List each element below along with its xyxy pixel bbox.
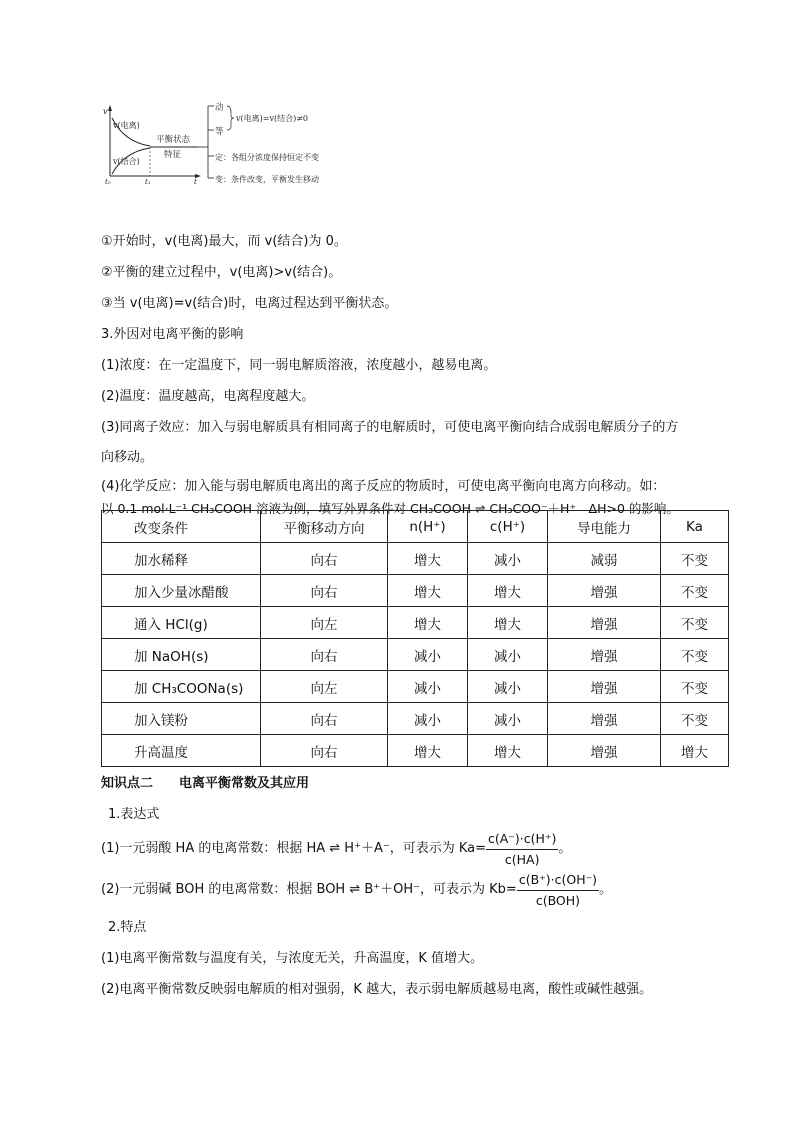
- table-cell: 加 NaOH(s): [102, 639, 261, 671]
- table-cell: 减小: [468, 671, 548, 703]
- table-cell: 向右: [261, 575, 388, 607]
- table-cell: 通入 HCl(g): [102, 607, 261, 639]
- point-2: ②平衡的建立过程中，v(电离)>v(结合)。: [101, 265, 342, 280]
- table-cell: 增强: [548, 639, 661, 671]
- table-cell: 减小: [388, 703, 468, 735]
- factor-chemical-reaction: (4)化学反应：加入能与弱电解质电离出的离子反应的物质时，可使电离平衡向电离方向移动。如：: [101, 479, 666, 494]
- table-row: [102, 735, 729, 767]
- equal-expression: v(电离)=v(结合)≠0: [236, 114, 309, 123]
- acid-constant-fraction: [486, 830, 558, 869]
- char-dong: 动: [215, 103, 224, 113]
- table-row: [102, 575, 729, 607]
- table-cell: 向右: [261, 543, 388, 575]
- table-cell: 增强: [548, 671, 661, 703]
- table-cell: 减小: [388, 671, 468, 703]
- table-cell: 增大: [468, 575, 548, 607]
- table-cell: 减小: [468, 639, 548, 671]
- table-cell: 向右: [261, 735, 388, 767]
- table-cell: 减小: [388, 639, 468, 671]
- header-cell: 导电能力: [548, 511, 661, 543]
- table-cell: 向右: [261, 639, 388, 671]
- feature-label: 特征: [164, 150, 182, 160]
- small-brace: [227, 106, 234, 130]
- table-cell: 加 CH₃COONa(s): [102, 671, 261, 703]
- table-cell: 增大: [468, 607, 548, 639]
- table-cell: 增大: [468, 735, 548, 767]
- t1-label: t₁: [145, 178, 151, 186]
- base-constant-fraction: [517, 871, 599, 910]
- base-numerator: c(B⁺)·c(OH⁻): [517, 871, 599, 891]
- acid-denominator: c(HA): [504, 851, 540, 867]
- features-title: 2.特点: [108, 920, 147, 935]
- table-row: [102, 703, 729, 735]
- t0-label: t₀: [105, 178, 111, 186]
- table-cell: 增大: [388, 607, 468, 639]
- base-denominator: c(BOH): [535, 892, 581, 908]
- header-cell: n(H⁺): [388, 511, 468, 543]
- section-3-title: 3.外因对电离平衡的影响: [101, 327, 244, 342]
- table-row: [102, 607, 729, 639]
- base-period: 。: [599, 882, 613, 897]
- header-cell: Ka: [661, 511, 729, 543]
- table-cell: 增强: [548, 703, 661, 735]
- acid-numerator: c(A⁻)·c(H⁺): [486, 830, 558, 850]
- table-cell: 增大: [388, 735, 468, 767]
- table-header-row: [102, 511, 729, 543]
- table-cell: 不变: [661, 575, 729, 607]
- expression-title: 1.表达式: [108, 807, 160, 822]
- ionization-equilibrium-figure: [102, 100, 372, 186]
- table-cell: 减小: [468, 543, 548, 575]
- feature-2: (2)电离平衡常数反映弱电解质的相对强弱，K 越大，表示弱电解质越易电离，酸性或碱性越强。: [101, 982, 653, 997]
- acid-constant-text: (1)一元弱酸 HA 的电离常数：根据 HA ⇌ H⁺＋A⁻，可表示为 Ka=: [101, 841, 486, 856]
- header-cell: 平衡移动方向: [261, 511, 388, 543]
- example-sentence: 以 0.1 mol·L⁻¹ CH₃COOH 溶液为例，填写外界条件对 CH₃COOH ⇌ CH₃COO⁻＋H⁺ ΔH>0 的影响。: [101, 501, 679, 516]
- header-cell: 改变条件: [102, 511, 261, 543]
- table-cell: 不变: [661, 607, 729, 639]
- table-cell: 不变: [661, 639, 729, 671]
- table-cell: 减小: [468, 703, 548, 735]
- acid-period: 。: [558, 841, 572, 856]
- feature-1: (1)电离平衡常数与温度有关，与浓度无关，升高温度，K 值增大。: [101, 951, 484, 966]
- ding-text: 定：各组分浓度保持恒定不变: [215, 153, 319, 162]
- t-label: t: [194, 178, 197, 186]
- table-cell: 不变: [661, 543, 729, 575]
- curve-bottom-label: v(结合): [113, 157, 140, 166]
- table-cell: 增强: [548, 735, 661, 767]
- table-cell: 增大: [661, 735, 729, 767]
- table-cell: 增强: [548, 575, 661, 607]
- table-cell: 增大: [388, 543, 468, 575]
- state-label: 平衡状态: [156, 135, 191, 145]
- base-constant-expression: [101, 873, 612, 907]
- point-1: ①开始时，v(电离)最大，而 v(结合)为 0。: [101, 234, 347, 249]
- knowledge-point-2-heading: 知识点二 电离平衡常数及其应用: [101, 776, 310, 791]
- table-cell: 加入少量冰醋酸: [102, 575, 261, 607]
- table-cell: 不变: [661, 703, 729, 735]
- factor-concentration: (1)浓度：在一定温度下，同一弱电解质溶液，浓度越小，越易电离。: [101, 358, 497, 373]
- char-deng: 等: [215, 127, 224, 137]
- table-row: [102, 671, 729, 703]
- table-cell: 向左: [261, 607, 388, 639]
- table-cell: 升高温度: [102, 735, 261, 767]
- table-cell: 加入镁粉: [102, 703, 261, 735]
- table-row: [102, 543, 729, 575]
- factor-common-ion-a: (3)同离子效应：加入与弱电解质具有相同离子的电解质时，可使电离平衡向结合成弱电解质分子的方: [101, 420, 679, 435]
- curve-top-label: v(电离): [113, 121, 140, 130]
- table-row: [102, 639, 729, 671]
- base-constant-text: (2)一元弱碱 BOH 的电离常数：根据 BOH ⇌ B⁺＋OH⁻，可表示为 Kb=: [101, 882, 517, 897]
- table-cell: 向右: [261, 703, 388, 735]
- table-cell: 减弱: [548, 543, 661, 575]
- factor-temperature: (2)温度：温度越高，电离程度越大。: [101, 389, 315, 404]
- header-cell: c(H⁺): [468, 511, 548, 543]
- axis-v-label: v: [103, 107, 108, 116]
- y-axis-arrow: [108, 105, 112, 111]
- table-cell: 向左: [261, 671, 388, 703]
- point-3: ③当 v(电离)=v(结合)时，电离过程达到平衡状态。: [101, 296, 398, 311]
- table-cell: 增大: [388, 575, 468, 607]
- table-cell: 不变: [661, 671, 729, 703]
- factor-common-ion-b: 向移动。: [101, 450, 154, 465]
- table-cell: 增强: [548, 607, 661, 639]
- conditions-table: [101, 510, 729, 767]
- table-cell: 加水稀释: [102, 543, 261, 575]
- acid-constant-expression: [101, 832, 571, 866]
- bian-text: 变：条件改变，平衡发生移动: [215, 175, 319, 184]
